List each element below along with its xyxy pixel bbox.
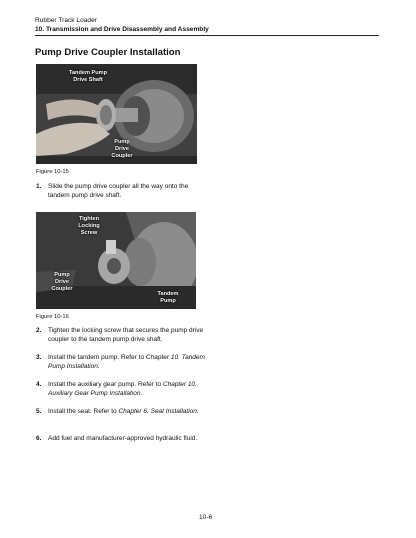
callout-pump-drive-coupler: Pump Drive Coupler xyxy=(111,139,133,159)
step-1 xyxy=(36,183,206,200)
figure-caption: Figure 10-16 xyxy=(36,314,69,320)
step-number: 6. xyxy=(36,435,42,442)
step-text-block xyxy=(48,354,206,371)
chapter-reference: Chapter 10. Auxiliary Gear Pump Installation. xyxy=(48,381,197,397)
header-chapter-title: 10. Transmission and Drive Disassembly and Assembly xyxy=(35,26,209,33)
header-divider xyxy=(35,35,379,36)
step-text: Install the auxiliary gear pump. Refer to xyxy=(48,381,163,388)
step-text: Install the tandem pump. Refer to xyxy=(48,354,146,361)
step-number: 3. xyxy=(36,354,42,361)
step-number: 2. xyxy=(36,327,42,334)
step-4 xyxy=(36,381,206,398)
chapter-reference: Chapter 6. Seat Installation. xyxy=(118,408,199,415)
figure-10-16-photo xyxy=(36,212,196,309)
step-number: 4. xyxy=(36,381,42,388)
step-text: Add fuel and manufacturer-approved hydraulic fluid. xyxy=(48,435,198,442)
step-text: Slide the pump drive coupler all the way onto the tandem pump drive shaft. xyxy=(48,183,189,199)
callout-tandem-pump: Tandem Pump xyxy=(157,291,179,304)
callout-pump-drive-coupler: Pump Drive Coupler xyxy=(51,272,73,292)
step-text-block xyxy=(48,408,206,417)
callout-tandem-pump-drive-shaft: Tandem Pump Drive Shaft xyxy=(68,70,108,83)
step-text: Tighten the locking screw that secures the pump drive coupler to the tandem pump drive shaft. xyxy=(48,327,204,343)
step-text: Install the seat. Refer to xyxy=(48,408,119,415)
figure-10-15-photo xyxy=(36,64,197,164)
step-number: 5. xyxy=(36,408,42,415)
step-number: 1. xyxy=(36,183,42,190)
step-6 xyxy=(36,435,206,444)
step-5 xyxy=(36,408,206,417)
section-title: Pump Drive Coupler Installation xyxy=(35,47,181,58)
chapter-reference: Chapter 10. Tandem Pump Installation. xyxy=(48,354,205,370)
step-2 xyxy=(36,327,206,344)
figure-caption: Figure 10-15 xyxy=(36,169,69,175)
header-manual-title: Rubber Track Loader xyxy=(35,17,97,24)
callout-tighten-locking-screw: Tighten Locking Screw xyxy=(78,216,100,236)
page-number: 10-6 xyxy=(199,514,213,521)
step-3 xyxy=(36,354,206,371)
step-text-block xyxy=(48,381,206,398)
